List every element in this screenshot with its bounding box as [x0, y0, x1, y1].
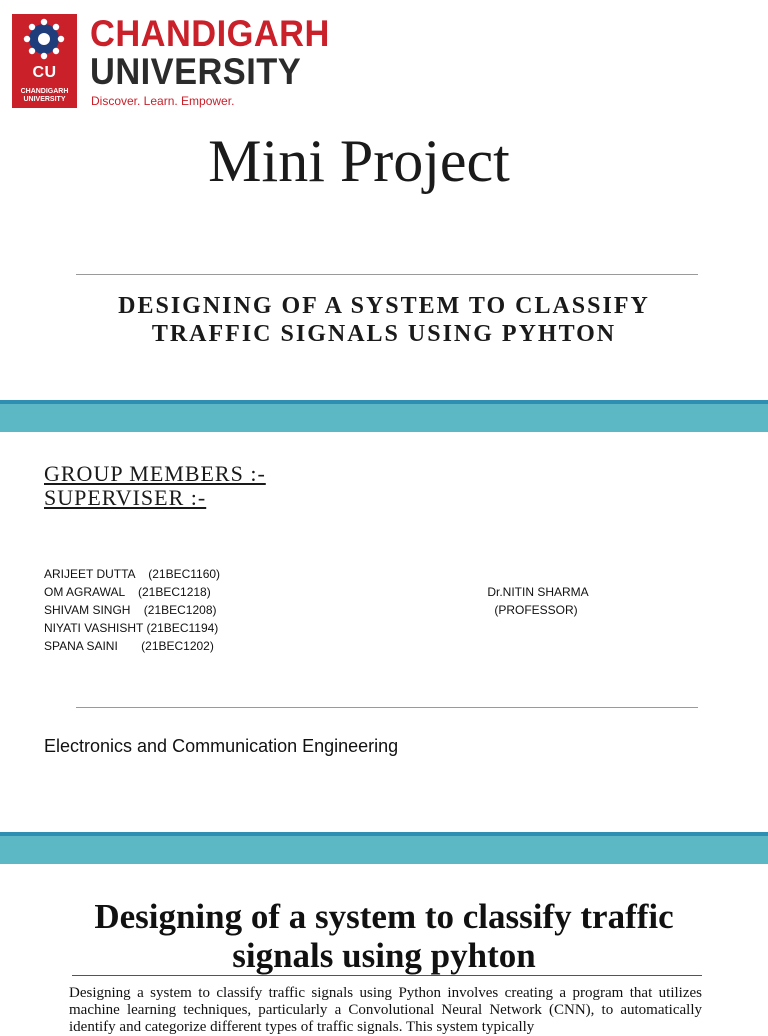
section-heading-line2: signals using pyhton — [232, 936, 536, 975]
logo-name-line1: CHANDIGARH — [90, 13, 330, 54]
member-item: ARIJEET DUTTA (21BEC1160) — [44, 567, 221, 581]
subtitle-line2: TRAFFIC SIGNALS USING PYHTON — [151, 321, 617, 347]
logo-tagline: Discover. Learn. Empower. — [91, 94, 235, 108]
subtitle-line1: DESIGNING OF A SYSTEM TO CLASSIFY — [118, 293, 650, 319]
supervisor-label: SUPERVISER :- — [44, 485, 207, 510]
section-heading — [60, 897, 708, 975]
group-members-label: GROUP MEMBERS :- — [44, 461, 266, 486]
divider-top — [76, 274, 698, 275]
teal-band-2 — [0, 832, 768, 864]
member-item: SPANA SAINI (21BEC1202) — [44, 639, 214, 653]
logo-badge-subtext: CHANDIGARH UNIVERSITY — [20, 88, 69, 103]
supervisor-name: Dr.NITIN SHARMA — [487, 585, 589, 599]
member-item: SHIVAM SINGH (21BEC1208) — [44, 603, 217, 617]
supervisor-role: (PROFESSOR) — [494, 603, 578, 617]
department-name: Electronics and Communication Engineering — [44, 736, 399, 756]
logo-name-line2: UNIVERSITY — [90, 51, 302, 92]
logo-cu-text: CU — [32, 64, 57, 81]
project-subtitle — [60, 292, 708, 348]
university-emblem-icon — [20, 18, 68, 60]
page-title: Mini Project — [208, 128, 510, 194]
body-paragraph: Designing a system to classify traffic signals using Python involves creating a program that utilizes machine learning techniques, particularly a Convolutional Neural Network (CNN), to automatically identify and categorize different types of traffic signals. This system typically — [69, 985, 702, 1035]
member-item: OM AGRAWAL (21BEC1218) — [44, 585, 211, 599]
member-item: NIYATI VASHISHT (21BEC1194) — [44, 621, 219, 635]
divider-section — [72, 975, 702, 976]
section-heading-line1: Designing of a system to classify traffic — [94, 897, 674, 936]
teal-band-1 — [0, 400, 768, 432]
divider-middle — [76, 707, 698, 708]
